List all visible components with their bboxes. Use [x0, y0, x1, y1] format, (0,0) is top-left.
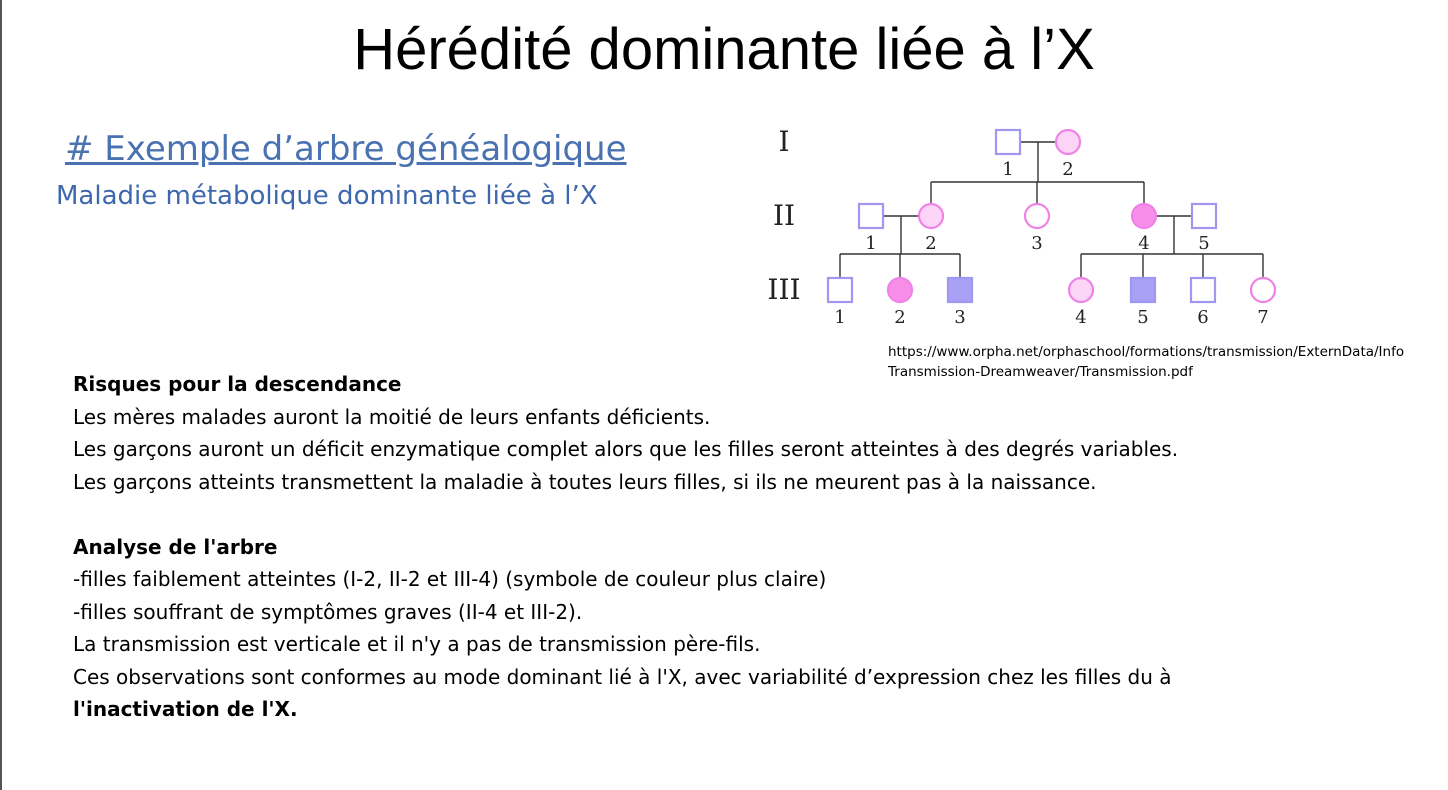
male-symbol	[1191, 278, 1215, 302]
risk-line: Les garçons auront un déficit enzymatique complet alors que les filles seront atteintes à des degrés variables.	[73, 437, 1179, 461]
body-text	[73, 368, 1403, 726]
male-symbol	[828, 278, 852, 302]
female-symbol	[1251, 278, 1275, 302]
member-number: 3	[954, 307, 966, 328]
female-symbol	[1069, 278, 1093, 302]
male-symbol	[948, 278, 972, 302]
slide-title: Hérédité dominante liée à l’X	[353, 17, 1095, 82]
member-number: 4	[1138, 233, 1150, 254]
section-subtitle: # Exemple d’arbre généalogique	[65, 129, 627, 169]
analysis-heading: Analyse de l'arbre	[73, 534, 278, 559]
female-symbol	[919, 204, 943, 228]
member-number: 5	[1198, 233, 1210, 254]
member-number: 1	[1002, 159, 1014, 180]
member-number: 7	[1257, 307, 1269, 328]
member-number: 2	[925, 233, 937, 254]
analysis-line: La transmission est verticale et il n'y a pas de transmission père-fils.	[73, 632, 761, 656]
generation-label: III	[767, 273, 801, 306]
pedigree-tree	[760, 118, 1290, 336]
member-number: 6	[1197, 307, 1209, 328]
analysis-line: Ces observations sont conformes au mode dominant lié à l'X, avec variabilité d’expression chez les filles du à	[73, 664, 1172, 689]
male-symbol	[996, 130, 1020, 154]
member-number: 3	[1031, 233, 1043, 254]
generation-label: II	[772, 199, 796, 232]
slide-left-border	[0, 0, 2, 790]
generation-label: I	[778, 125, 790, 158]
male-symbol	[859, 204, 883, 228]
female-symbol	[1132, 204, 1156, 228]
male-symbol	[1131, 278, 1155, 302]
analysis-line: -filles faiblement atteintes (I-2, II-2 et III-4) (symbole de couleur plus claire)	[73, 567, 827, 591]
source-line-2: Transmission-Dreamweaver/Transmission.pdf	[888, 364, 1193, 380]
risk-line: Les garçons atteints transmettent la maladie à toutes leurs filles, si ils ne meurent pas à la naissance.	[73, 469, 1097, 494]
source-line-1: https://www.orpha.net/orphaschool/formations/transmission/ExternData/Info	[888, 344, 1405, 360]
member-number: 1	[834, 307, 846, 328]
member-number: 1	[865, 233, 877, 254]
female-symbol	[1056, 130, 1080, 154]
disease-subtitle: Maladie métabolique dominante liée à l’X	[56, 181, 598, 211]
analysis-conclusion: l'inactivation de l'X.	[73, 697, 298, 721]
male-symbol	[1192, 204, 1216, 228]
member-number: 5	[1137, 307, 1149, 328]
member-number: 4	[1075, 307, 1087, 328]
risks-heading: Risques pour la descendance	[73, 372, 402, 396]
paragraph-gap	[73, 498, 1403, 531]
female-symbol	[888, 278, 912, 302]
risk-line: Les mères malades auront la moitié de leurs enfants déficients.	[73, 404, 711, 429]
analysis-line: -filles souffrant de symptômes graves (II-4 et III-2).	[73, 599, 583, 624]
member-number: 2	[894, 307, 906, 328]
member-number: 2	[1062, 159, 1074, 180]
female-symbol	[1025, 204, 1049, 228]
